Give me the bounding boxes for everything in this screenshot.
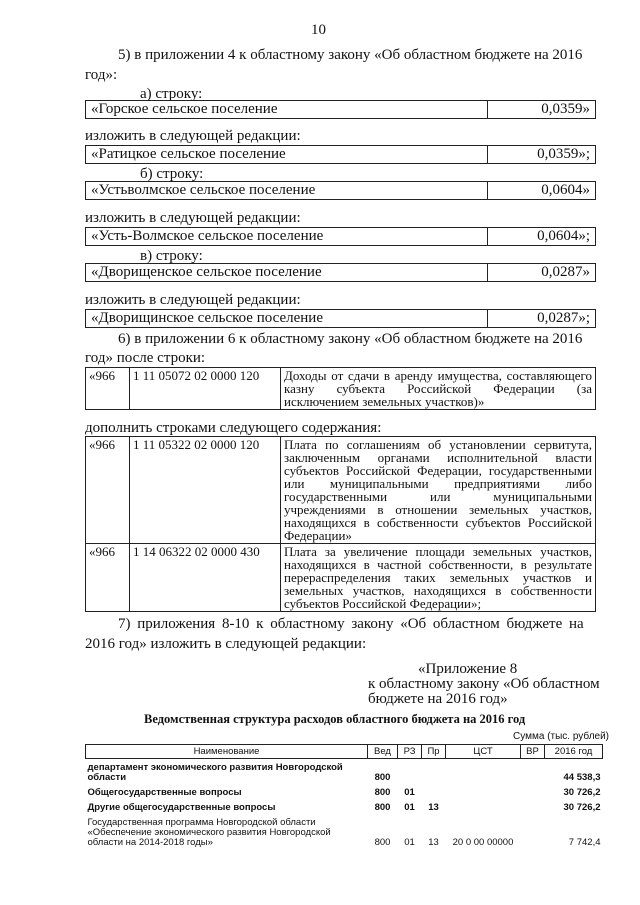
- old-row-c: [85, 263, 596, 282]
- new-row-b-value: 0,0604»;: [537, 228, 590, 244]
- row-pr: [422, 759, 446, 785]
- new-row-a-value: 0,0359»;: [537, 146, 590, 162]
- table-row: [86, 759, 603, 785]
- table-row: [86, 368, 596, 410]
- p6-intro-line1: 6) в приложении 6 к областному закону «Об областном бюджете на 2016: [118, 331, 583, 347]
- kbk-code: 1 11 05072 02 0000 120: [130, 368, 281, 410]
- table-row: [86, 437, 596, 544]
- new-row-c: [85, 309, 596, 328]
- new-row-a: [85, 145, 596, 164]
- appendix-line2: к областному закону «Об областном: [368, 676, 600, 692]
- row-sum: 30 726,2: [563, 802, 601, 813]
- row-pr: 13: [428, 802, 439, 813]
- new-row-c-name: «Дворищинское сельское поселение: [91, 310, 323, 326]
- appendix-line1: «Приложение 8: [418, 661, 518, 677]
- p7-line2: 2016 год» изложить в следующей редакции:: [85, 636, 367, 652]
- row-vr: [521, 814, 545, 849]
- kbk-table-before: [85, 367, 596, 410]
- row-pr: [422, 784, 446, 799]
- new-row-b-name: «Усть-Волмское сельское поселение: [91, 228, 324, 244]
- appendix-line3: бюджете на 2016 год»: [368, 691, 508, 707]
- row-ved: 800: [374, 787, 391, 798]
- budget-table: [85, 744, 603, 849]
- old-row-a-name: «Горское сельское поселение: [91, 101, 278, 117]
- edit-label-3: изложить в следующей редакции:: [85, 292, 301, 308]
- row-name: Другие общегосударственные вопросы: [87, 802, 276, 813]
- row-name: Государственная программа Новгородской области «Обеспечение экономического развития Новгородской области на 2014-2018 годы»: [87, 817, 331, 848]
- kbk-code: 1 11 05322 02 0000 120: [130, 437, 281, 544]
- p7-line1: 7) приложения 8-10 к областному закону «Об областном бюджете на: [118, 616, 584, 632]
- col-header-cst: ЦСТ: [446, 745, 521, 759]
- kbk-code: 1 14 06322 02 0000 430: [130, 544, 281, 612]
- kbk-admin: «966: [86, 544, 130, 612]
- page-number: 10: [311, 22, 326, 38]
- row-name: департамент экономического развития Новгородской области: [87, 762, 343, 783]
- old-row-b: [85, 181, 596, 200]
- edit-label-2: изложить в следующей редакции:: [85, 210, 301, 226]
- row-vr: [521, 784, 545, 799]
- col-header-ved: Вед: [368, 745, 398, 759]
- old-row-b-name: «Устьволмское сельское поселение: [91, 182, 316, 198]
- kbk-admin: «966: [86, 368, 130, 410]
- budget-units: Сумма (тыс. рублей): [513, 731, 610, 742]
- table-row: [86, 544, 596, 612]
- budget-header-row: [86, 745, 603, 759]
- budget-table-title: Ведомственная структура расходов областного бюджета на 2016 год: [144, 712, 526, 726]
- p5-b-label: б) строку:: [140, 166, 204, 182]
- row-sum: 7 742,4: [568, 837, 601, 848]
- col-header-sum: 2016 год: [545, 745, 603, 759]
- row-rz: 01: [404, 837, 415, 848]
- kbk-table-added: [85, 436, 596, 612]
- new-row-b: [85, 227, 596, 246]
- col-header-name: Наименование: [86, 745, 368, 759]
- row-rz: [398, 759, 422, 785]
- row-rz: 01: [404, 802, 415, 813]
- table-row: [86, 784, 603, 799]
- row-cst: [446, 799, 521, 814]
- old-row-b-value: 0,0604»: [541, 182, 590, 198]
- new-row-a-name: «Ратицкое сельское поселение: [91, 146, 286, 162]
- old-row-c-value: 0,0287»: [541, 264, 590, 280]
- row-ved: 800: [374, 772, 391, 783]
- old-row-a: [85, 100, 596, 119]
- p6-add-label: дополнить строками следующего содержания:: [85, 420, 382, 436]
- row-cst: [446, 784, 521, 799]
- edit-label-1: изложить в следующей редакции:: [85, 128, 301, 144]
- p5-c-label: в) строку:: [140, 248, 203, 264]
- row-name: Общегосударственные вопросы: [87, 787, 242, 798]
- new-row-c-value: 0,0287»;: [537, 310, 590, 326]
- row-vr: [521, 759, 545, 785]
- row-pr: 13: [428, 837, 439, 848]
- row-sum: 44 538,3: [563, 772, 601, 783]
- col-header-pr: Пр: [422, 745, 446, 759]
- col-header-rz: РЗ: [398, 745, 422, 759]
- row-cst: 20 0 00 00000: [452, 837, 514, 848]
- row-ved: 800: [374, 802, 391, 813]
- p5-intro-line2: год»:: [85, 67, 118, 83]
- kbk-admin: «966: [86, 437, 130, 544]
- kbk-desc: Плата по соглашениям об установлении сервитута, заключенным органами исполнительной власти субъектов Российской Федерации, государственными или муниципальными предприятиями либо государственными или муниципальными учреждениями в отношении земельных участков, находящихся в собственности субъектов Российской Федерации»: [281, 437, 596, 544]
- kbk-desc: Доходы от сдачи в аренду имущества, составляющего казну субъекта Российской Федерации (за исключением земельных участков)»: [281, 368, 596, 410]
- p5-a-label: а) строку:: [140, 86, 203, 102]
- row-ved: 800: [374, 837, 391, 848]
- old-row-a-value: 0,0359»: [541, 101, 590, 117]
- row-vr: [521, 799, 545, 814]
- table-row: [86, 799, 603, 814]
- old-row-c-name: «Дворищенское сельское поселение: [91, 264, 322, 280]
- row-cst: [446, 759, 521, 785]
- row-sum: 30 726,2: [563, 787, 601, 798]
- col-header-vr: ВР: [521, 745, 545, 759]
- kbk-desc: Плата за увеличение площади земельных участков, находящихся в частной собственности, в результате перераспределения таких земельных участков и земельных участков, находящихся в собственности субъектов Российской Федерации»;: [281, 544, 596, 612]
- table-row: [86, 814, 603, 849]
- p6-intro-line2: год» после строки:: [85, 350, 206, 366]
- p5-intro-line1: 5) в приложении 4 к областному закону «Об областном бюджете на 2016: [118, 47, 583, 63]
- row-rz: 01: [404, 787, 415, 798]
